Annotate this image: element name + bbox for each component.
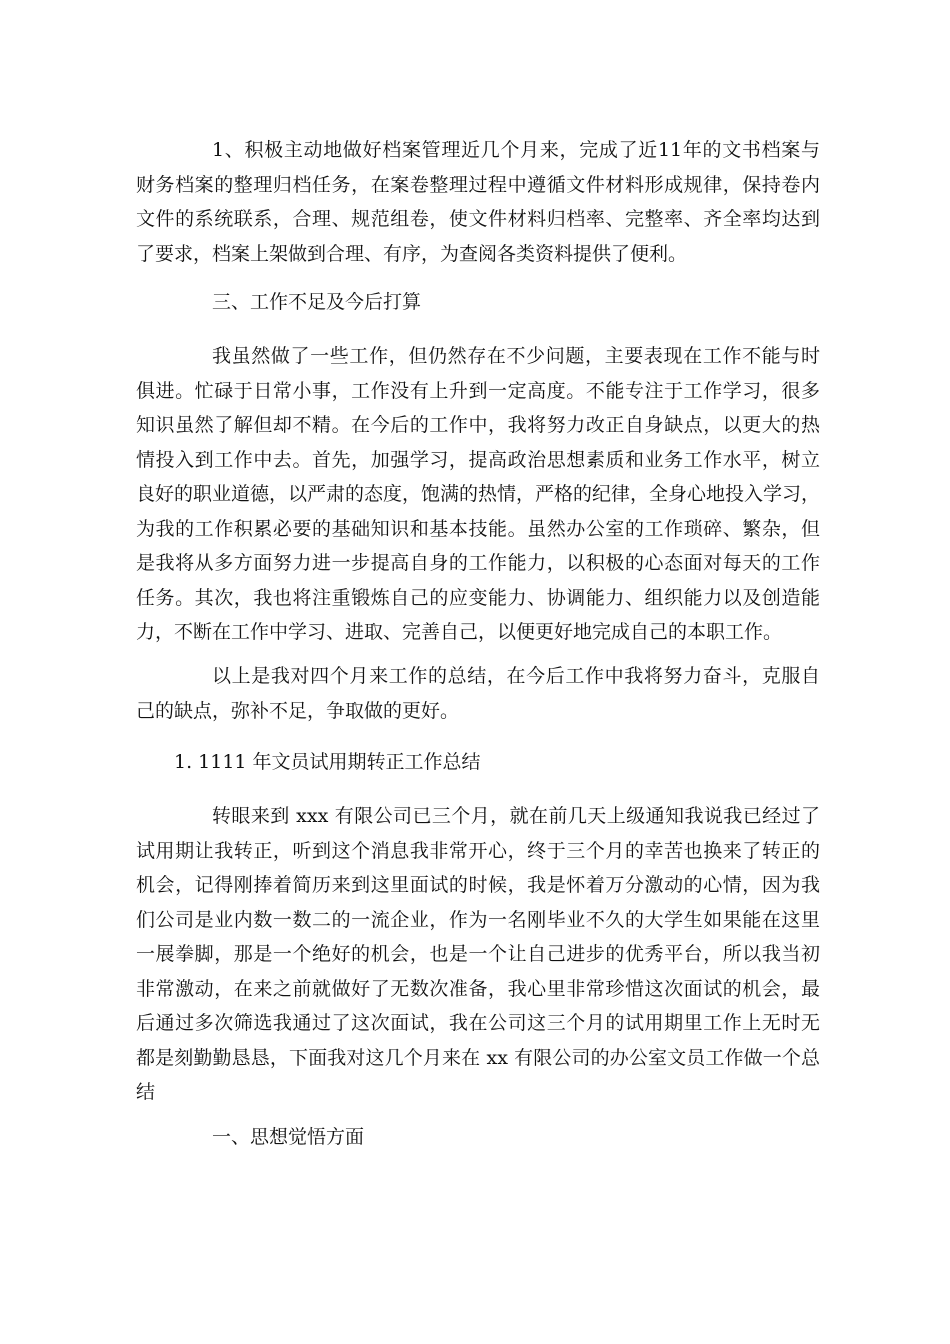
paragraph-line: 转眼来到 xxx 有限公司已三个月，就在前几天上级通知我说我已经过了 (212, 805, 820, 827)
paragraph-line: 们公司是业内数一数二的一流企业，作为一名刚毕业不久的大学生如果能在这里 (136, 908, 820, 931)
paragraph-line: 试用期让我转正，听到这个消息我非常开心，终于三个月的幸苦也换来了转正的 (136, 839, 820, 862)
paragraph-line: 力，不断在工作中学习、进取、完善自己，以便更好地完成自己的本职工作。 (136, 621, 783, 643)
section-heading-probation-summary: 1. 1111 年文员试用期转正工作总结 (174, 751, 481, 773)
paragraph-line: 以上是我对四个月来工作的总结，在今后工作中我将努力奋斗，克服自 (212, 665, 820, 687)
paragraph-line: 非常激动，在来之前就做好了无数次准备，我心里非常珍惜这次面试的机会，最 (136, 977, 820, 1000)
paragraph-line: 俱进。忙碌于日常小事，工作没有上升到一定高度。不能专注于工作学习，很多 (136, 379, 820, 402)
paragraph-line: 都是刻勤勤恳恳，下面我对这几个月来在 xx 有限公司的办公室文员工作做一个总 (136, 1046, 820, 1069)
paragraph-line: 文件的系统联系，合理、规范组卷，使文件材料归档率、完整率、齐全率均达到 (136, 208, 820, 230)
paragraph-line: 结 (136, 1081, 156, 1103)
paragraph-line: 己的缺点，弥补不足，争取做的更好。 (136, 699, 460, 722)
paragraph-shortcomings (136, 339, 820, 650)
paragraph-line: 良好的职业道德，以严肃的态度，饱满的热情，严格的纪律，全身心地投入学习， (136, 483, 821, 505)
paragraph-summary (136, 659, 820, 728)
paragraph-line: 1、积极主动地做好档案管理近几个月来，完成了近11年的文书档案与 (212, 139, 820, 161)
paragraph-archive-management (136, 133, 820, 271)
paragraph-line: 了要求，档案上架做到合理、有序，为查阅各类资料提供了便利。 (136, 242, 688, 265)
paragraph-line: 我虽然做了一些工作，但仍然存在不少问题，主要表现在工作不能与时 (212, 345, 820, 367)
paragraph-line: 任务。其次，我也将注重锻炼自己的应变能力、协调能力、组织能力以及创造能 (136, 586, 820, 609)
paragraph-line: 财务档案的整理归档任务，在案卷整理过程中遵循文件材料形成规律，保持卷内 (136, 173, 820, 196)
paragraph-probation (136, 799, 820, 1110)
paragraph-line: 后通过多次筛选我通过了这次面试，我在公司这三个月的试用期里工作上无时无 (136, 1012, 820, 1034)
paragraph-line: 为我的工作积累必要的基础知识和基本技能。虽然办公室的工作琐碎、繁杂，但 (136, 517, 820, 540)
paragraph-line: 一展拳脚，那是一个绝好的机会，也是一个让自己进步的优秀平台，所以我当初 (136, 943, 820, 965)
section-heading-shortcomings: 三、工作不足及今后打算 (212, 291, 422, 313)
section-heading-ideology: 一、思想觉悟方面 (212, 1126, 365, 1148)
paragraph-line: 知识虽然了解但却不精。在今后的工作中，我将努力改正自身缺点，以更大的热 (136, 414, 820, 436)
paragraph-line: 是我将从多方面努力进一步提高自身的工作能力，以积极的心态面对每天的工作 (136, 552, 820, 574)
paragraph-line: 情投入到工作中去。首先，加强学习，提高政治思想素质和业务工作水平，树立 (136, 448, 820, 471)
paragraph-line: 机会，记得刚捧着简历来到这里面试的时候，我是怀着万分激动的心情，因为我 (136, 874, 820, 896)
